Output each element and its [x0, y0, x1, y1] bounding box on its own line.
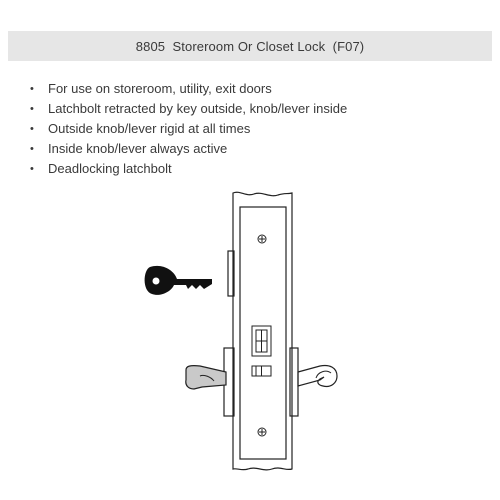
- latchbolt-assembly: [252, 326, 271, 376]
- feature-text: Outside knob/lever rigid at all times: [48, 121, 251, 136]
- product-title: 8805 Storeroom Or Closet Lock (F07): [135, 38, 365, 54]
- outside-lever: [186, 366, 226, 389]
- key-icon: [145, 266, 212, 295]
- bullet-icon: •: [30, 103, 34, 115]
- feature-text: For use on storeroom, utility, exit doors: [48, 81, 272, 96]
- bullet-icon: •: [30, 163, 34, 175]
- faceplate: [240, 207, 286, 459]
- bullet-icon: •: [30, 83, 34, 95]
- feature-text: Latchbolt retracted by key outside, knob/lever inside: [48, 101, 348, 116]
- inside-lever: [298, 365, 337, 386]
- inside-rose: [290, 348, 298, 416]
- bullet-icon: •: [30, 143, 34, 155]
- bullet-icon: •: [30, 123, 34, 135]
- feature-text: Deadlocking latchbolt: [48, 161, 172, 176]
- feature-text: Inside knob/lever always active: [48, 141, 228, 156]
